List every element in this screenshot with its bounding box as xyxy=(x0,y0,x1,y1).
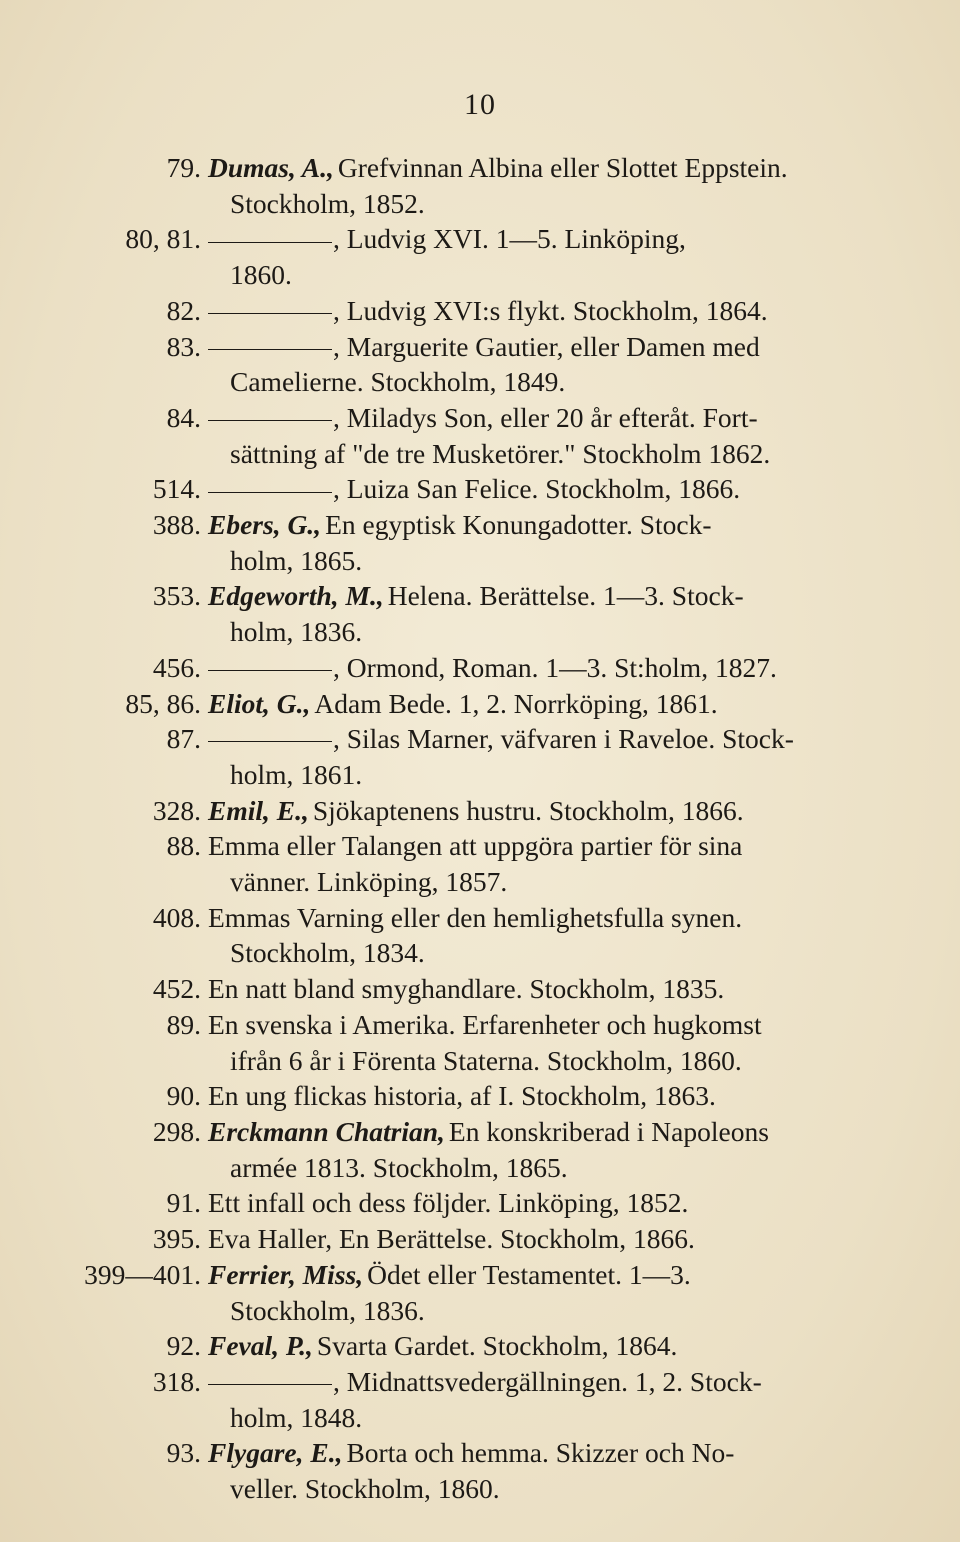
entry-title-line: Emma eller Talangen att uppgöra partier för sina xyxy=(208,830,743,862)
entry-number: 92. xyxy=(166,1330,201,1362)
entry-author: Dumas, A., xyxy=(208,152,334,183)
entry-author: Feval, P., xyxy=(208,1330,313,1362)
entry-title-line: Sjökaptenens hustru. Stockholm, 1866. xyxy=(312,794,744,826)
entry-number: 83. xyxy=(166,330,201,362)
entry-number: 90. xyxy=(166,1080,201,1112)
catalog-entry xyxy=(166,721,894,792)
entry-title-line: Eva Haller, En Berättelse. Stockholm, 1866. xyxy=(208,1223,695,1255)
entry-continuation-line: holm, 1848. xyxy=(230,1401,363,1433)
entry-number: 85, 86. xyxy=(125,687,201,719)
entry-title-line: Ödet eller Testamentet. 1—3. xyxy=(367,1258,691,1290)
catalog-entry xyxy=(166,400,894,471)
entry-title-line: En egyptisk Konungadotter. Stock- xyxy=(325,509,712,541)
entry-number: 87. xyxy=(166,723,201,755)
catalog-entry xyxy=(152,1114,894,1185)
entry-title-line: En natt bland smyghandlare. Stockholm, 1835. xyxy=(208,973,725,1005)
page-number: 10 xyxy=(464,88,496,121)
catalog-entry xyxy=(152,1364,894,1435)
entry-title-line: Borta och hemma. Skizzer och No- xyxy=(346,1437,735,1469)
entry-number: 89. xyxy=(166,1008,201,1040)
entry-author: Emil, E., xyxy=(208,794,309,826)
entry-number: 408. xyxy=(152,901,201,933)
catalog-entry xyxy=(166,293,894,329)
entry-number: 388. xyxy=(152,509,201,541)
catalog-entry xyxy=(152,793,894,829)
catalog-entry xyxy=(166,329,894,400)
catalog-entry xyxy=(152,650,894,686)
entry-title-line: , Miladys Son, eller 20 år efteråt. Fort- xyxy=(333,401,758,433)
entry-number: 84. xyxy=(166,401,201,433)
catalog-entry xyxy=(166,1435,894,1506)
entry-continuation-line: vänner. Linköping, 1857. xyxy=(230,866,508,898)
entry-continuation-line: Stockholm, 1852. xyxy=(230,187,425,219)
catalog-entry xyxy=(152,507,894,578)
catalog-entry xyxy=(152,1221,894,1257)
entry-continuation-line: Stockholm, 1836. xyxy=(230,1294,425,1326)
entry-author: Erckmann Chatrian, xyxy=(208,1115,445,1147)
entry-continuation-line: 1860. xyxy=(230,259,292,291)
catalog-entry xyxy=(152,578,894,649)
entry-title-line: , Silas Marner, väfvaren i Raveloe. Stock- xyxy=(333,723,794,755)
entry-author: Ebers, G., xyxy=(208,509,322,541)
entry-number: 328. xyxy=(152,794,201,826)
entry-continuation-line: holm, 1865. xyxy=(230,544,363,576)
ditto-dash xyxy=(208,313,332,314)
entry-author: Edgeworth, M., xyxy=(208,580,384,612)
entry-continuation-line: veller. Stockholm, 1860. xyxy=(230,1473,500,1505)
entry-continuation-line: Stockholm, 1834. xyxy=(230,937,425,969)
entry-number: 514. xyxy=(152,473,201,505)
entry-title-line: , Midnattsvedergällningen. 1, 2. Stock- xyxy=(333,1365,762,1397)
ditto-dash xyxy=(208,492,332,493)
catalog-entry xyxy=(166,150,894,221)
entry-number: 353. xyxy=(152,580,201,612)
entry-number: 79. xyxy=(166,152,201,183)
catalog-entry xyxy=(125,221,894,292)
catalog-entry xyxy=(125,686,894,722)
entry-number: 82. xyxy=(166,294,201,326)
entry-continuation-line: sättning af "de tre Musketörer." Stockholm 1862. xyxy=(230,437,771,469)
ditto-dash xyxy=(208,670,332,671)
entry-continuation-line: Camelierne. Stockholm, 1849. xyxy=(230,366,566,398)
catalog-entry xyxy=(166,828,894,899)
entry-title-line: , Luiza San Felice. Stockholm, 1866. xyxy=(333,473,741,505)
entry-number: 318. xyxy=(152,1365,201,1397)
entry-continuation-line: armée 1813. Stockholm, 1865. xyxy=(230,1151,568,1183)
entry-author: Ferrier, Miss, xyxy=(208,1258,364,1290)
catalog-entry xyxy=(84,1257,894,1328)
entry-author: Flygare, E., xyxy=(208,1437,343,1469)
ditto-dash xyxy=(208,741,332,742)
entry-title-line: En konskriberad i Napoleons xyxy=(448,1115,769,1147)
catalog-entry xyxy=(152,900,894,971)
entry-title-line: Emmas Varning eller den hemlighetsfulla synen. xyxy=(208,901,743,933)
entry-title-line: , Ormond, Roman. 1—3. St:holm, 1827. xyxy=(333,651,777,683)
entry-number: 298. xyxy=(152,1115,201,1147)
ditto-dash xyxy=(208,1384,332,1385)
ditto-dash xyxy=(208,420,332,421)
entry-number: 452. xyxy=(152,973,201,1005)
entry-title-line: Svarta Gardet. Stockholm, 1864. xyxy=(316,1330,678,1362)
entry-title-line: En ung flickas historia, af I. Stockholm, 1863. xyxy=(208,1080,716,1112)
catalog-entry xyxy=(166,1007,894,1078)
catalog-entry xyxy=(166,1185,894,1221)
entry-title-line: , Ludvig XVI. 1—5. Linköping, xyxy=(333,223,686,255)
ditto-dash xyxy=(208,242,332,243)
entry-title-line: Adam Bede. 1, 2. Norrköping, 1861. xyxy=(314,687,718,719)
entry-author: Eliot, G., xyxy=(208,687,311,719)
entry-title-line: Helena. Berättelse. 1—3. Stock- xyxy=(387,580,744,612)
catalog-entry xyxy=(166,1078,894,1114)
entry-number: 399—401. xyxy=(84,1258,201,1290)
catalog-entry xyxy=(152,471,894,507)
entry-title-line: Ett infall och dess följder. Linköping, 1852. xyxy=(208,1187,689,1219)
entry-number: 93. xyxy=(166,1437,201,1469)
catalog-entry xyxy=(166,1328,894,1364)
entry-number: 395. xyxy=(152,1223,201,1255)
catalog-entries xyxy=(84,150,894,1507)
entry-title-line: , Marguerite Gautier, eller Damen med xyxy=(333,330,760,362)
entry-title-line: En svenska i Amerika. Erfarenheter och hugkomst xyxy=(208,1008,762,1040)
entry-title-line: Grefvinnan Albina eller Slottet Eppstein. xyxy=(337,152,788,183)
entry-continuation-line: holm, 1861. xyxy=(230,758,363,790)
entry-number: 88. xyxy=(166,830,201,862)
entry-title-line: , Ludvig XVI:s flykt. Stockholm, 1864. xyxy=(333,294,768,326)
entry-continuation-line: ifrån 6 år i Förenta Staterna. Stockholm, 1860. xyxy=(230,1044,742,1076)
entry-number: 456. xyxy=(152,651,201,683)
entry-continuation-line: holm, 1836. xyxy=(230,616,363,648)
entry-number: 91. xyxy=(166,1187,201,1219)
entry-number: 80, 81. xyxy=(125,223,201,255)
catalog-entry xyxy=(152,971,894,1007)
ditto-dash xyxy=(208,349,332,350)
